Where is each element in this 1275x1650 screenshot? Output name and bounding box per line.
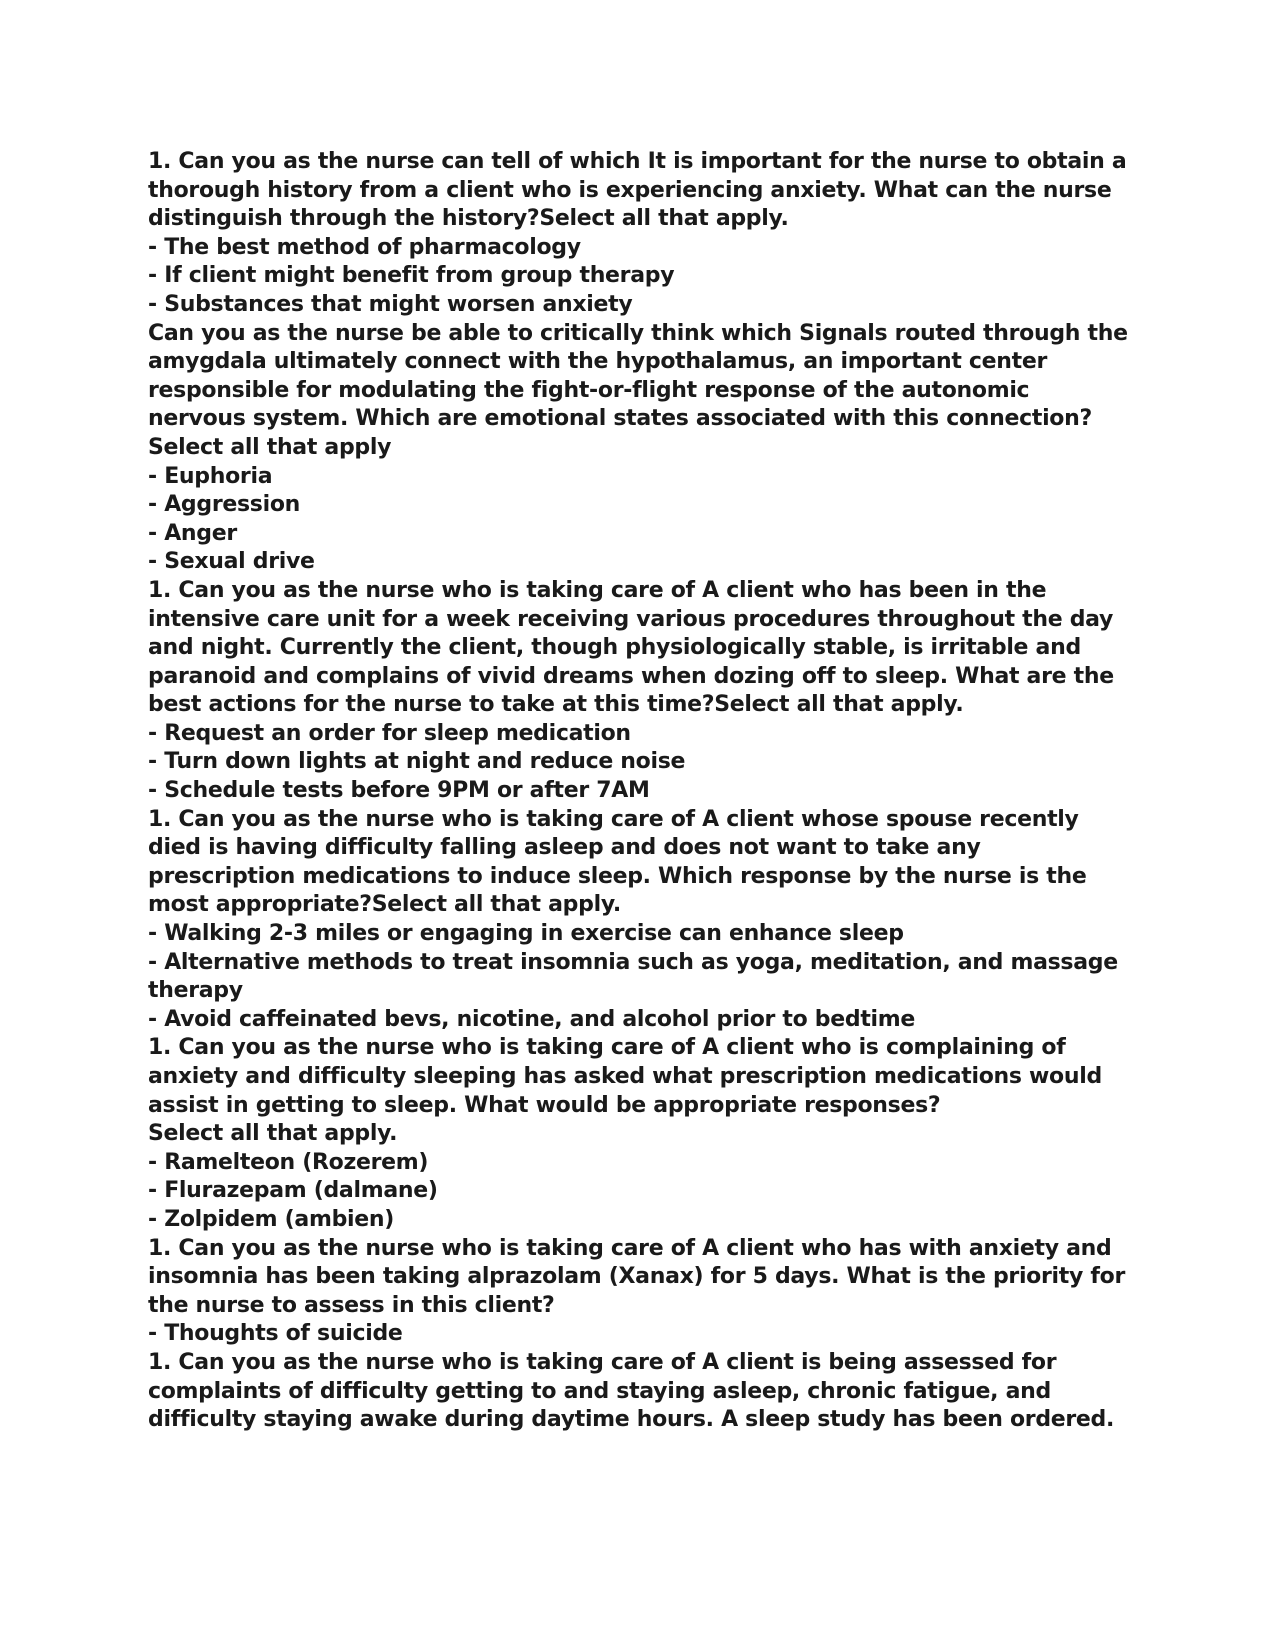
answer-option: - Schedule tests before 9PM or after 7AM <box>148 778 650 804</box>
answer-option: - Avoid caffeinated bevs, nicotine, and alcohol prior to bedtime <box>148 1006 916 1032</box>
answer-option: - Walking 2-3 miles or engaging in exercise can enhance sleep <box>148 921 904 947</box>
question-4-text: 1. Can you as the nurse who is taking care of A client whose spouse recently died is having difficulty falling asleep and does not want to take any prescription medications to induce sleep. Which response by the nurse is the most appropriate?Select all that apply. <box>148 806 1094 918</box>
answer-option: - The best method of pharmacology <box>148 234 581 260</box>
question-2-text: Can you as the nurse be able to critically think which Signals routed through the amygdala ultimately connect with the hypothalamus, an important center responsible for modulating the fight-or-flight response of the autonomic nervous system. Which are emotional states associated with this connection?Select all that apply <box>148 320 1136 460</box>
answer-option: - Substances that might worsen anxiety <box>148 291 633 317</box>
answer-option: - Turn down lights at night and reduce noise <box>148 749 686 775</box>
question-1-text: 1. Can you as the nurse can tell of which It is important for the nurse to obtain a thorough history from a client who is experiencing anxiety. What can the nurse distinguish through the history?Select all that apply. <box>148 149 1134 232</box>
answer-option: - Sexual drive <box>148 549 315 575</box>
answer-option: - If client might benefit from group therapy <box>148 263 675 289</box>
question-5-text: 1. Can you as the nurse who is taking care of A client who is complaining of anxiety and difficulty sleeping has asked what prescription medications would assist in getting to sleep. What would be appropriate responses? <box>148 1035 1110 1118</box>
answer-option: - Alternative methods to treat insomnia such as yoga, meditation, and massage therapy <box>148 949 1126 1004</box>
answer-option: - Zolpidem (ambien) <box>148 1206 394 1232</box>
question-5-instruction: Select all that apply. <box>148 1121 398 1147</box>
answer-option: - Aggression <box>148 492 300 518</box>
answer-option: - Thoughts of suicide <box>148 1321 403 1347</box>
answer-option: - Ramelteon (Rozerem) <box>148 1149 429 1175</box>
answer-option: - Request an order for sleep medication <box>148 720 631 746</box>
answer-option: - Euphoria <box>148 463 273 489</box>
answer-option: - Anger <box>148 520 237 546</box>
answer-option: - Flurazepam (dalmane) <box>148 1178 438 1204</box>
document-page <box>148 148 1136 1435</box>
question-6-text: 1. Can you as the nurse who is taking care of A client who has with anxiety and insomnia has been taking alprazolam (Xanax) for 5 days. What is the priority for the nurse to assess in this client? <box>148 1235 1133 1318</box>
question-3-text: 1. Can you as the nurse who is taking care of A client who has been in the intensive care unit for a week receiving various procedures throughout the day and night. Currently the client, though physiologically stable, is irritable and paranoid and complains of vivid dreams when dozing off to sleep. What are the best actions for the nurse to take at this time?Select all that apply. <box>148 577 1122 718</box>
question-7-text: 1. Can you as the nurse who is taking care of A client is being assessed for complaints of difficulty getting to and staying asleep, chronic fatigue, and difficulty staying awake during daytime hours. A sleep study has been ordered. <box>148 1349 1115 1433</box>
